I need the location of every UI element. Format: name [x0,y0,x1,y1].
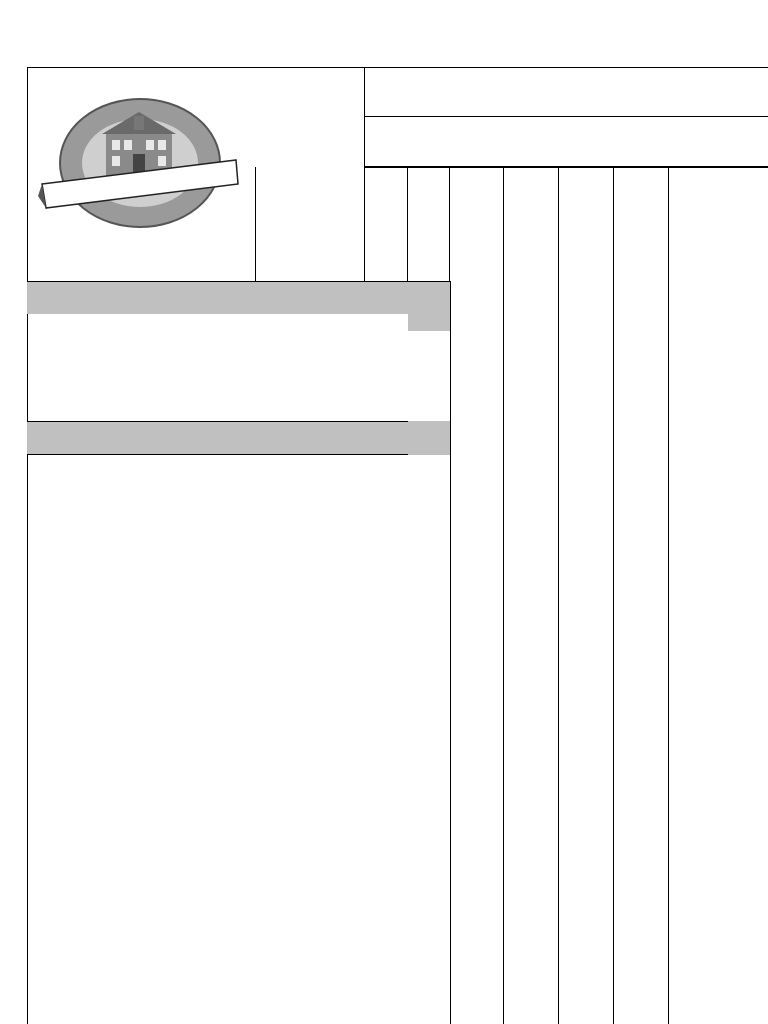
flats-note-cell [255,167,365,281]
grid-line [450,281,451,1024]
example-column-label [409,187,449,244]
example-column-fill [408,281,450,331]
logo-graphic [38,88,244,238]
order-column-header[interactable] [450,167,504,281]
grid-line [503,281,504,1024]
hanging-baskets-header [27,281,408,314]
order-column-header[interactable] [504,167,559,281]
sample-column-header [365,167,408,281]
grid-line [613,281,614,1024]
order-column-header[interactable] [614,167,669,281]
grid-line [558,281,559,1024]
grid-line [668,281,669,1024]
example-column-fill [408,421,450,455]
sample-column-label [365,171,408,253]
school-logo [38,88,244,238]
student-name-field[interactable] [364,67,768,117]
bedding-plants-header [27,421,408,455]
grade-class-field[interactable] [364,117,768,167]
example-column-header [408,167,450,281]
order-column-header[interactable] [559,167,614,281]
order-column-header[interactable] [669,167,768,281]
